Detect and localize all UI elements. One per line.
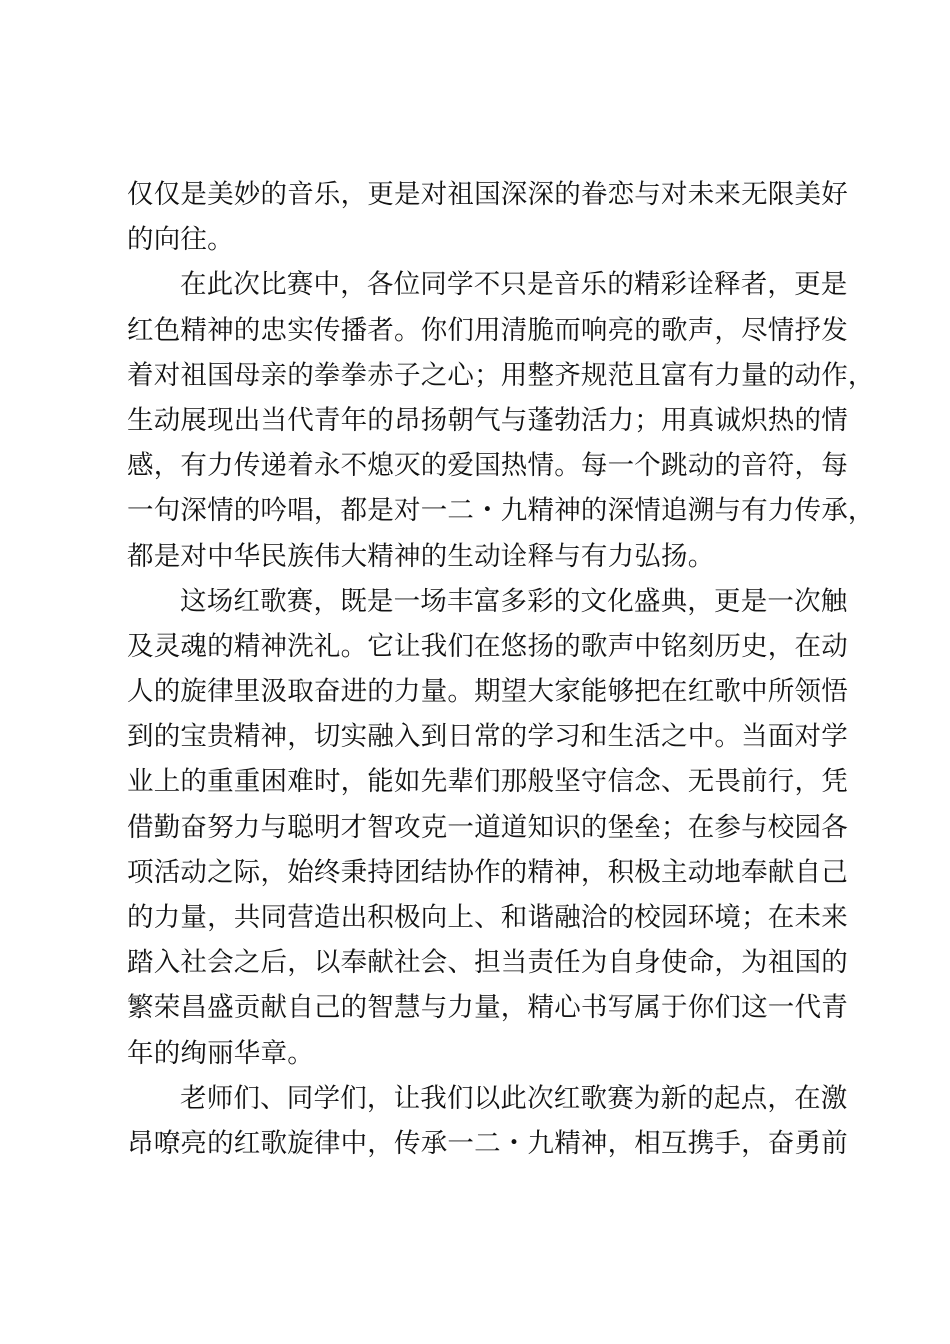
text-line: 在此次比赛中，各位同学不只是音乐的精彩诠释者，更是 — [180, 269, 848, 301]
text-line: 红色精神的忠实传播者。你们用清脆而响亮的歌声，尽情抒发 — [127, 314, 848, 346]
text-line: 感，有力传递着永不熄灭的爱国热情。每一个跳动的音符，每 — [127, 450, 848, 482]
text-line: 老师们、同学们，让我们以此次红歌赛为新的起点，在激 — [180, 1082, 848, 1114]
text-line: 生动展现出当代青年的昂扬朝气与蓬勃活力；用真诚炽热的情 — [127, 404, 848, 436]
text-line: 业上的重重困难时，能如先辈们那般坚守信念、无畏前行，凭 — [127, 766, 848, 798]
paragraph — [127, 172, 848, 262]
text-line: 踏入社会之后，以奉献社会、担当责任为自身使命，为祖国的 — [127, 947, 848, 979]
text-line: 一句深情的吟唱，都是对一二・九精神的深情追溯与有力传承， — [127, 495, 875, 527]
paragraph — [127, 1076, 848, 1166]
document-body — [127, 172, 875, 1166]
text-line: 仅仅是美妙的音乐，更是对祖国深深的眷恋与对未来无限美好 — [127, 179, 848, 210]
text-line: 人的旋律里汲取奋进的力量。期望大家能够把在红歌中所领悟 — [127, 676, 848, 708]
text-line: 这场红歌赛，既是一场丰富多彩的文化盛典，更是一次触 — [180, 585, 848, 617]
text-line: 借勤奋努力与聪明才智攻克一道道知识的堡垒；在参与校园各 — [127, 811, 848, 843]
text-line: 及灵魂的精神洗礼。它让我们在悠扬的歌声中铭刻历史，在动 — [127, 630, 848, 662]
paragraph — [127, 579, 848, 1076]
text-line: 项活动之际，始终秉持团结协作的精神，积极主动地奉献自己 — [127, 856, 848, 888]
text-line: 繁荣昌盛贡献自己的智慧与力量，精心书写属于你们这一代青 — [127, 992, 848, 1024]
text-line: 到的宝贵精神，切实融入到日常的学习和生活之中。当面对学 — [127, 721, 848, 753]
text-line: 都是对中华民族伟大精神的生动诠释与有力弘扬。 — [127, 540, 715, 572]
text-line: 年的绚丽华章。 — [127, 1037, 314, 1069]
text-line: 的向往。 — [127, 224, 234, 256]
text-line: 昂嘹亮的红歌旋律中，传承一二・九精神，相互携手，奋勇前 — [127, 1127, 848, 1159]
text-line: 着对祖国母亲的拳拳赤子之心；用整齐规范且富有力量的动作， — [127, 359, 875, 391]
paragraph — [127, 262, 875, 578]
text-line: 的力量，共同营造出积极向上、和谐融洽的校园环境；在未来 — [127, 902, 848, 933]
